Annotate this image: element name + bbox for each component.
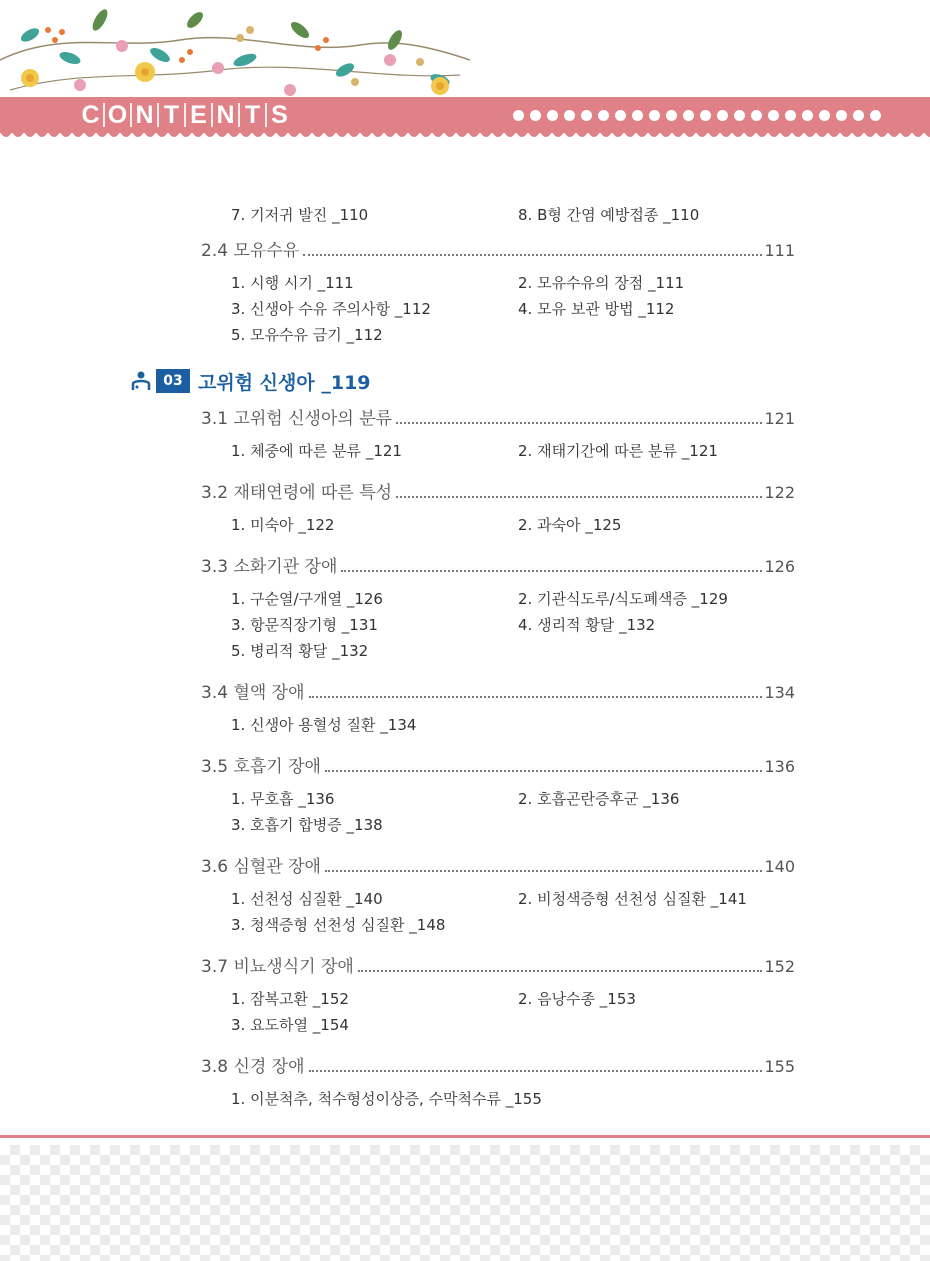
toc-entry[interactable]: 1. 선천성 심질환 _140	[231, 890, 383, 908]
banner-dot	[751, 110, 762, 121]
title-letter: E	[190, 100, 207, 129]
banner-dot	[530, 110, 541, 121]
section-page: 136	[764, 757, 795, 776]
banner-dot	[785, 110, 796, 121]
toc-entry[interactable]: 2. 모유수유의 장점 _111	[518, 274, 685, 292]
section-heading[interactable]	[201, 956, 795, 978]
title-letter: N	[216, 100, 235, 129]
section-title: 3.4 혈액 장애	[201, 683, 305, 703]
dot-leader	[303, 254, 762, 256]
toc-entry[interactable]: 2. 기관식도루/식도폐색증 _129	[518, 590, 728, 608]
toc-entry[interactable]: 2. 재태기간에 따른 분류 _121	[518, 442, 718, 460]
banner-dot	[870, 110, 881, 121]
section-heading[interactable]	[201, 240, 795, 262]
bottom-divider	[0, 1135, 930, 1138]
dot-leader	[396, 422, 762, 424]
banner-dot	[615, 110, 626, 121]
section-heading[interactable]	[201, 856, 795, 878]
dot-leader	[341, 570, 762, 572]
section-heading[interactable]	[201, 408, 795, 430]
toc-entry[interactable]: 5. 모유수유 금기 _112	[231, 326, 383, 344]
section-heading[interactable]	[201, 682, 795, 704]
title-letter: T	[244, 100, 261, 129]
banner-dot	[717, 110, 728, 121]
toc-entry[interactable]: 5. 병리적 황달 _132	[231, 642, 369, 660]
banner-dot	[734, 110, 745, 121]
section-title: 3.6 심혈관 장애	[201, 857, 321, 877]
section-heading[interactable]	[201, 482, 795, 504]
title-letter: T	[163, 100, 180, 129]
dot-leader	[309, 1070, 763, 1072]
banner-dot	[768, 110, 779, 121]
section-page: 134	[764, 683, 795, 702]
title-separator	[238, 103, 240, 127]
toc-entry[interactable]: 7. 기저귀 발진 _110	[231, 206, 369, 224]
toc-entry[interactable]: 3. 호흡기 합병증 _138	[231, 816, 383, 834]
toc-entry[interactable]: 1. 미숙아 _122	[231, 516, 335, 534]
section-page: 126	[764, 557, 795, 576]
banner-dots	[513, 110, 881, 121]
checker-pattern	[0, 1145, 930, 1261]
toc-entry[interactable]: 1. 시행 시기 _111	[231, 274, 354, 292]
toc-entry[interactable]: 3. 항문직장기형 _131	[231, 616, 378, 634]
toc-entry[interactable]: 3. 신생아 수유 주의사항 _112	[231, 300, 431, 318]
title-separator	[103, 103, 105, 127]
banner-dot	[819, 110, 830, 121]
section-title: 3.2 재태연령에 따른 특성	[201, 483, 393, 503]
title-separator	[265, 103, 267, 127]
section-heading[interactable]	[201, 756, 795, 778]
title-letter: C	[81, 100, 100, 129]
banner-dot	[547, 110, 558, 121]
title-separator	[184, 103, 186, 127]
toc-entry[interactable]: 1. 이분척추, 척수형성이상증, 수막척수류 _155	[231, 1090, 542, 1108]
section-page: 152	[764, 957, 795, 976]
toc-entry[interactable]: 2. 비청색증형 선천성 심질환 _141	[518, 890, 747, 908]
banner-dot	[802, 110, 813, 121]
section-heading[interactable]	[201, 1056, 795, 1078]
toc-entry[interactable]: 2. 음낭수종 _153	[518, 990, 636, 1008]
person-icon	[130, 370, 152, 392]
section-title: 2.4 모유수유	[201, 241, 300, 261]
toc-entry[interactable]: 4. 생리적 황달 _132	[518, 616, 656, 634]
toc-entry[interactable]: 1. 신생아 용혈성 질환 _134	[231, 716, 417, 734]
toc-entry[interactable]: 3. 청색증형 선천성 심질환 _148	[231, 916, 446, 934]
section-page: 122	[764, 483, 795, 502]
toc-entry[interactable]: 2. 과숙아 _125	[518, 516, 622, 534]
title-letter: O	[107, 100, 128, 129]
section-title: 3.8 신경 장애	[201, 1057, 305, 1077]
toc-entry[interactable]: 1. 무호흡 _136	[231, 790, 335, 808]
title-separator	[157, 103, 159, 127]
section-title: 3.1 고위험 신생아의 분류	[201, 409, 393, 429]
section-page: 121	[764, 409, 795, 428]
chapter-title: 고위험 신생아 _119	[198, 371, 371, 394]
section-heading[interactable]	[201, 556, 795, 578]
dot-leader	[325, 870, 763, 872]
dot-leader	[396, 496, 762, 498]
toc-entry[interactable]: 4. 모유 보관 방법 _112	[518, 300, 675, 318]
dot-leader	[325, 770, 763, 772]
section-page: 140	[764, 857, 795, 876]
banner-scallop-edge	[0, 132, 930, 140]
banner-dot	[598, 110, 609, 121]
banner-dot	[666, 110, 677, 121]
banner-dot	[513, 110, 524, 121]
section-page: 111	[764, 241, 795, 260]
dot-leader	[358, 970, 763, 972]
dot-leader	[309, 696, 763, 698]
toc-entry[interactable]: 3. 요도하열 _154	[231, 1016, 349, 1034]
floral-decoration	[0, 0, 470, 100]
banner-dot	[632, 110, 643, 121]
section-page: 155	[764, 1057, 795, 1076]
toc-entry[interactable]: 1. 잠복고환 _152	[231, 990, 349, 1008]
banner-dot	[853, 110, 864, 121]
title-separator	[211, 103, 213, 127]
chapter-heading	[130, 368, 371, 394]
section-title: 3.5 호흡기 장애	[201, 757, 321, 777]
chapter-number: 03	[156, 369, 190, 393]
toc-entry[interactable]: 1. 구순열/구개열 _126	[231, 590, 383, 608]
toc-entry[interactable]: 2. 호흡곤란증후군 _136	[518, 790, 680, 808]
banner-dot	[581, 110, 592, 121]
banner-dot	[683, 110, 694, 121]
contents-title	[78, 101, 292, 129]
section-title: 3.3 소화기관 장애	[201, 557, 338, 577]
section-title: 3.7 비뇨생식기 장애	[201, 957, 354, 977]
title-letter: S	[271, 100, 288, 129]
toc-entry[interactable]: 8. B형 간염 예방접종 _110	[518, 206, 700, 224]
title-separator	[130, 103, 132, 127]
banner-dot	[564, 110, 575, 121]
banner-dot	[649, 110, 660, 121]
banner-dot	[836, 110, 847, 121]
banner-dot	[700, 110, 711, 121]
title-letter: N	[135, 100, 154, 129]
toc-entry[interactable]: 1. 체중에 따른 분류 _121	[231, 442, 402, 460]
